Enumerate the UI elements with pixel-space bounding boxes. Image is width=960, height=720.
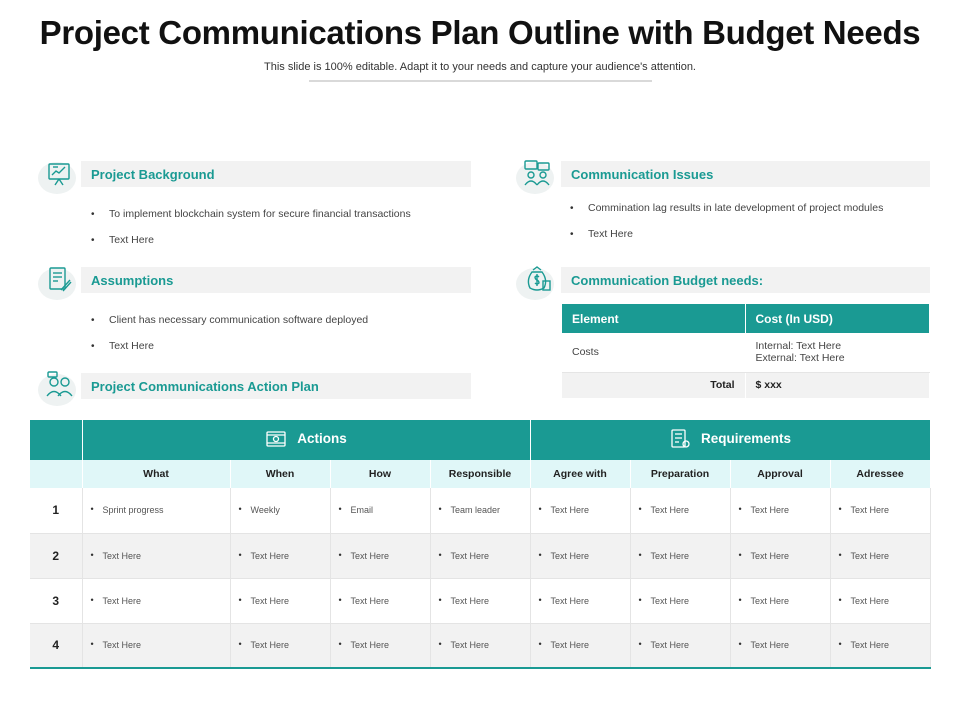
cell-text: • Text Here: [839, 551, 890, 561]
table-cell: [330, 623, 430, 668]
column-header-approval: Approval: [730, 460, 830, 488]
table-cell: [830, 578, 930, 623]
table-cell: [630, 488, 730, 533]
communication-issues-title: Communication Issues: [571, 167, 714, 182]
requirements-group-header: [530, 420, 930, 460]
table-cell: [530, 578, 630, 623]
table-cell: [82, 533, 230, 578]
cell-text: • Text Here: [639, 596, 690, 606]
table-cell: [730, 533, 830, 578]
table-cell: [530, 488, 630, 533]
table-cell: [630, 578, 730, 623]
list-item: • To implement blockchain system for secure financial transactions: [89, 208, 469, 221]
cell-text: • Text Here: [339, 596, 390, 606]
cell-text: • Text Here: [739, 640, 790, 650]
cell-text: • Weekly: [239, 505, 280, 515]
table-cell: [730, 623, 830, 668]
communication-issues-list: [568, 202, 888, 254]
table-row: [562, 372, 930, 398]
corner-cell: [30, 420, 82, 460]
table-row: [30, 623, 930, 668]
table-cell: [430, 533, 530, 578]
table-cell: [530, 623, 630, 668]
column-header-preparation: Preparation: [630, 460, 730, 488]
table-row: [562, 333, 930, 372]
list-item: • Commination lag results in late development of project modules: [568, 202, 888, 215]
table-cell: [230, 623, 330, 668]
row-number: 4: [30, 623, 82, 668]
budget-total-value: $ xxx: [745, 372, 930, 398]
actions-group-header: [82, 420, 530, 460]
column-header-what: What: [82, 460, 230, 488]
column-header-responsible: Responsible: [430, 460, 530, 488]
cell-text: • Text Here: [539, 640, 590, 650]
budget-table: [562, 304, 930, 398]
table-row: [30, 488, 930, 533]
chat-people-icon: [514, 154, 558, 198]
cell-text: • Text Here: [539, 505, 590, 515]
table-cell: [730, 488, 830, 533]
project-background-title: Project Background: [91, 167, 215, 182]
column-header-adressee: Adressee: [830, 460, 930, 488]
budget-external-cost: External: Text Here: [755, 352, 845, 365]
table-cell: [630, 623, 730, 668]
cell-text: • Text Here: [539, 596, 590, 606]
table-cell: [82, 488, 230, 533]
cell-text: • Text Here: [339, 640, 390, 650]
cell-text: • Text Here: [91, 596, 142, 606]
table-cell: [82, 578, 230, 623]
column-header-how: How: [330, 460, 430, 488]
money-bag-icon: [514, 260, 558, 304]
budget-total-label: Total: [562, 372, 745, 398]
list-item: • Text Here: [89, 340, 469, 353]
table-cell: [830, 533, 930, 578]
action-plan-header: [81, 373, 471, 399]
table-cell: [430, 488, 530, 533]
table-cell: [430, 623, 530, 668]
budget-needs-header: [561, 267, 930, 293]
page-title: Project Communications Plan Outline with Budget Needs: [39, 14, 921, 51]
actions-group-label: Actions: [297, 431, 347, 446]
budget-needs-title: Communication Budget needs:: [571, 273, 764, 288]
table-cell: [230, 488, 330, 533]
action-plan-title: Project Communications Action Plan: [91, 379, 319, 394]
assumptions-header: [81, 267, 471, 293]
column-header-when: When: [230, 460, 330, 488]
list-item: • Text Here: [568, 228, 888, 241]
table-cell: [230, 533, 330, 578]
table-cell: [730, 578, 830, 623]
cell-text: • Email: [339, 505, 374, 515]
table-cell: [230, 578, 330, 623]
cell-text: • Text Here: [91, 551, 142, 561]
cell-text: • Text Here: [439, 596, 490, 606]
budget-header-element: Element: [562, 304, 745, 333]
film-strip-icon: [265, 428, 287, 450]
assumptions-list: [89, 314, 469, 366]
project-background-list: [89, 208, 469, 260]
cell-text: • Text Here: [639, 505, 690, 515]
page-subtitle: This slide is 100% editable. Adapt it to your needs and capture your audience's attention.: [264, 61, 696, 73]
assumptions-title: Assumptions: [91, 273, 174, 288]
checklist-icon: [669, 428, 691, 450]
table-row: [30, 533, 930, 578]
list-item: • Client has necessary communication software deployed: [89, 314, 469, 327]
cell-text: • Text Here: [239, 551, 290, 561]
cell-text: • Text Here: [91, 640, 142, 650]
document-pen-icon: [36, 260, 80, 304]
corner-cell: [30, 460, 82, 488]
cell-text: • Text Here: [239, 640, 290, 650]
cell-text: • Text Here: [339, 551, 390, 561]
table-cell: [830, 488, 930, 533]
cell-text: • Team leader: [439, 505, 501, 515]
cell-text: • Text Here: [439, 551, 490, 561]
table-cell: [530, 533, 630, 578]
column-header-agree-with: Agree with: [530, 460, 630, 488]
budget-internal-cost: Internal: Text Here: [755, 340, 842, 353]
table-cell: [330, 533, 430, 578]
table-cell: [82, 623, 230, 668]
table-cell: [430, 578, 530, 623]
table-cell: [330, 578, 430, 623]
budget-costs-label: Costs: [562, 333, 745, 372]
communication-issues-header: [561, 161, 930, 187]
subtitle-divider: [309, 80, 652, 82]
row-number: 3: [30, 578, 82, 623]
action-plan-table: [30, 420, 931, 669]
cell-text: • Text Here: [639, 640, 690, 650]
cell-text: • Text Here: [639, 551, 690, 561]
table-cell: [630, 533, 730, 578]
project-background-header: [81, 161, 471, 187]
table-cell: [330, 488, 430, 533]
row-number: 1: [30, 488, 82, 533]
cell-text: • Text Here: [739, 505, 790, 515]
cell-text: • Text Here: [839, 596, 890, 606]
table-row: [30, 578, 930, 623]
cell-text: • Text Here: [539, 551, 590, 561]
budget-header-cost: Cost (In USD): [745, 304, 930, 333]
people-talking-icon: [36, 366, 80, 410]
cell-text: • Text Here: [839, 505, 890, 515]
table-cell: [830, 623, 930, 668]
row-number: 2: [30, 533, 82, 578]
presentation-board-icon: [36, 154, 80, 198]
budget-costs-value: [745, 333, 930, 372]
cell-text: • Text Here: [439, 640, 490, 650]
requirements-group-label: Requirements: [701, 431, 792, 446]
cell-text: • Text Here: [839, 640, 890, 650]
cell-text: • Sprint progress: [91, 505, 164, 515]
cell-text: • Text Here: [739, 596, 790, 606]
list-item: • Text Here: [89, 234, 469, 247]
cell-text: • Text Here: [239, 596, 290, 606]
cell-text: • Text Here: [739, 551, 790, 561]
